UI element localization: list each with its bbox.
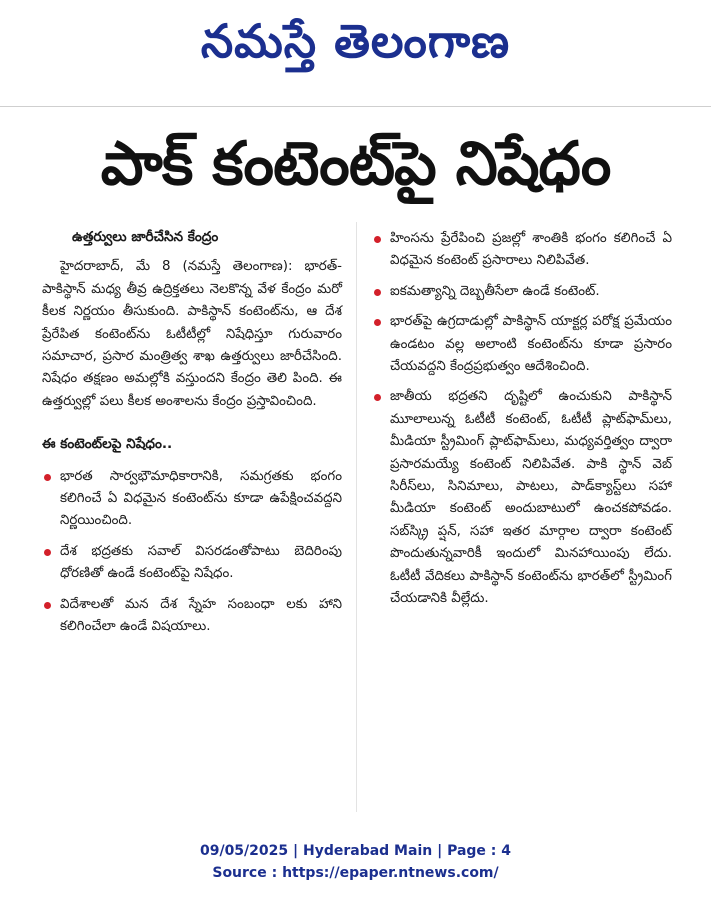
bullet-dot-icon: [374, 319, 381, 326]
right-bullet-list: [372, 228, 672, 611]
bullet-dot-icon: [44, 474, 51, 481]
list-item: దేశ భద్రతకు సవాల్ విసరడంతోపాటు బెదిరింపు ధోరణితో ఉండే కంటెంట్‌పై నిషేధం.: [42, 541, 342, 586]
bullet-dot-icon: [44, 602, 51, 609]
bullet-dot-icon: [374, 289, 381, 296]
bullet-dot-icon: [374, 394, 381, 401]
list-item: భారత్‌పై ఉగ్రదాడుల్లో పాకిస్థాన్ యాక్టర్ల పరోక్ష ప్రమేయం ఉండటం వల్ల అలాంటి కంటెంట్‌ను కూడా ప్రసారం చేయవద్దని కేంద్రప్రభుత్వం ఆదేశించింది.: [372, 311, 672, 378]
article-left-column: [42, 226, 342, 647]
article-right-column: [372, 228, 672, 619]
list-item: ఐకమత్యాన్ని దెబ్బతీసేలా ఉండే కంటెంట్.: [372, 281, 672, 303]
bullet-dot-icon: [374, 236, 381, 243]
list-item: విదేశాలతో మన దేశ స్నేహ సంబంధా లకు హాని కలిగించేలా ఉండే విషయాలు.: [42, 594, 342, 639]
newspaper-masthead: నమస్తే తెలంగాణ: [200, 14, 511, 68]
list-item: భారత సార్వభౌమాధికారానికి, సమగ్రతకు భంగం కలిగించే ఏ విధమైన కంటెంట్‌ను కూడా ఉపేక్షించవద్దని నిర్ణయించింది.: [42, 466, 342, 533]
headline: పాక్ కంటెంట్‌పై నిషేధం: [100, 129, 611, 199]
strapline: ఉత్తర్వులు జారీచేసిన కేంద్రం: [72, 229, 219, 245]
article-body: హైదరాబాద్, మే 8 (నమస్తే తెలంగాణ): భారత్-పాకిస్థాన్ మధ్య తీవ్ర ఉద్రిక్తతలు నెలకొన్న వేళ కేంద్రం మరో కీలక నిర్ణయం తీసుకుంది. పాకిస్థాన్ కంటెంట్‌ను, ఆ దేశ ప్రేరేపిత కంటెంట్‌ను ఓటీటీల్లో నిషేధిస్తూ గురువారం సమాచార, ప్రసార మంత్రిత్వ శాఖ ఉత్తర్వులు జారీచేసింది. నిషేధం తక్షణం అమల్లోకి వస్తుందని కేంద్రం తెలి పింది. ఈ ఉత్తర్వుల్లో పలు కీలక అంశాలను కేంద్రం ప్రస్తావించింది.: [42, 259, 342, 409]
left-bullet-list: [42, 466, 342, 639]
footer-date-edition: 09/05/2025 | Hyderabad Main | Page : 4: [199, 843, 512, 859]
list-item: హింసను ప్రేరేపించి ప్రజల్లో శాంతికి భంగం కలిగించే ఏ విధమైన కంటెంట్ ప్రసారాలు నిలిపివేత.: [372, 228, 672, 273]
footer-source-link[interactable]: Source : https://epaper.ntnews.com/: [212, 865, 499, 881]
list-item: జాతీయ భద్రతని దృష్టిలో ఉంచుకుని పాకిస్థాన్ మూలాలున్న ఓటీటీ కంటెంట్, ఓటీటీ ప్లాట్‌ఫామ్‌లు, మీడియా స్ట్రీమింగ్ ప్లాట్‌ఫామ్‌లు, మధ్యవర్తిత్వం ద్వారా ప్రసారమయ్యే కంటెంట్ నిలిపివేత. పాకి స్థాన్ వెబ్ సిరీస్‌లు, సినిమాలు, పాటలు, పాడ్‌క్యాస్ట్‌లు సహా మీడియా కంటెంట్ అందుబాటులో ఉంచకపోవడం. సబ్‌స్క్రి ప్షన్, సహా ఇతర మార్గాల ద్వారా కంటెంట్ పొందుతున్నవారికీ ఇందులో మినహాయింపు లేదు. ఓటీటీ వేదికలు పాకిస్థాన్ కంటెంట్‌ను భారత్‌లో స్ట్రీమింగ్ చేయడానికి వీల్లేదు.: [372, 386, 672, 610]
subheading: ఈ కంటెంట్‌లపై నిషేధం..: [42, 436, 173, 453]
bullet-dot-icon: [44, 549, 51, 556]
column-divider: [356, 222, 357, 812]
masthead-divider: [0, 106, 711, 107]
page-footer: [0, 840, 711, 884]
